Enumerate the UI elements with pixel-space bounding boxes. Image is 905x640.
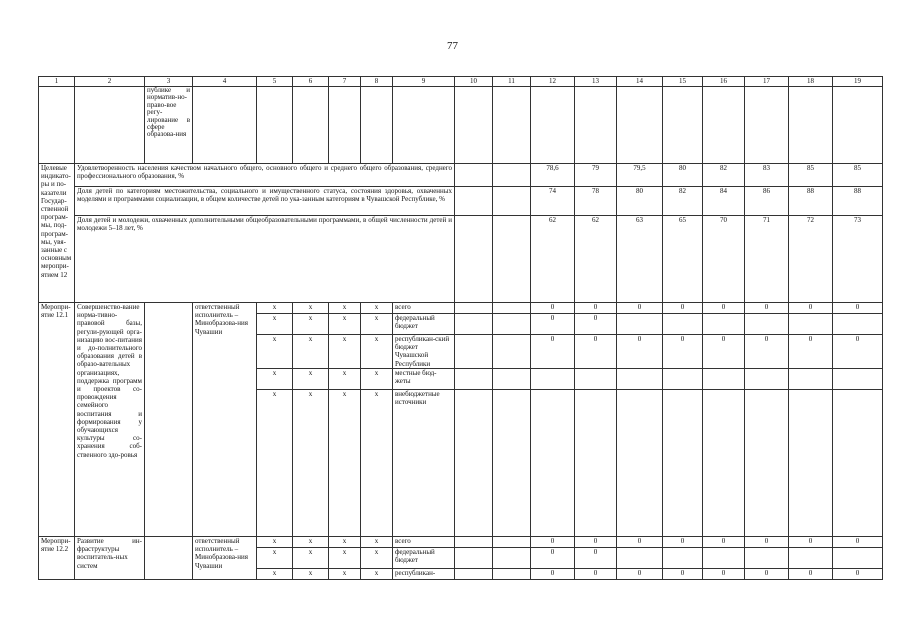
column-number: 6 [293, 77, 329, 87]
funding-value: 0 [833, 303, 883, 314]
x-mark: x [329, 369, 361, 390]
x-mark: x [293, 390, 329, 537]
funding-value: 0 [617, 335, 663, 369]
x-mark: x [293, 314, 329, 335]
program-table [38, 76, 883, 580]
indicator-value: 70 [703, 216, 745, 303]
empty-cell [39, 87, 75, 164]
empty-cell [329, 87, 361, 164]
x-mark: x [293, 548, 329, 569]
indicator-row [39, 216, 883, 303]
empty-cell [493, 569, 531, 580]
funding-value: 0 [663, 537, 703, 548]
empty-cell [455, 390, 493, 537]
funding-value: 0 [575, 303, 617, 314]
empty-cell [257, 87, 293, 164]
x-mark: x [257, 335, 293, 369]
indicator-text: Доля детей по категориям местожительства, социального и имущественного статуса, состояния здоровья, охваченных моделями и программами социализации, в общем количестве детей по ука-занным категориям в Чувашской Республике, % [75, 187, 455, 216]
indicator-value: 79 [575, 164, 617, 187]
x-mark: x [361, 369, 393, 390]
funding-source: республикан-ский бюджет Чувашской Республики [393, 335, 455, 369]
x-mark: x [257, 314, 293, 335]
funding-value [575, 390, 617, 537]
funding-value: 0 [531, 537, 575, 548]
funding-value: 0 [531, 303, 575, 314]
funding-value: 0 [531, 569, 575, 580]
x-mark: x [361, 314, 393, 335]
empty-cell [493, 335, 531, 369]
indicator-value: 85 [833, 164, 883, 187]
funding-value [663, 369, 703, 390]
funding-source: республикан- [393, 569, 455, 580]
funding-value: 0 [789, 569, 833, 580]
empty-cell [493, 303, 531, 314]
empty-cell [145, 303, 193, 537]
funding-value: 0 [745, 569, 789, 580]
x-mark: x [293, 569, 329, 580]
empty-cell [531, 87, 575, 164]
x-mark: x [361, 390, 393, 537]
column-number: 4 [193, 77, 257, 87]
event-label: Меропри-ятие 12.1 [39, 303, 75, 537]
x-mark: x [329, 303, 361, 314]
column-number: 11 [493, 77, 531, 87]
funding-value: 0 [617, 303, 663, 314]
indicator-value: 88 [833, 187, 883, 216]
funding-value: 0 [575, 569, 617, 580]
empty-cell [493, 537, 531, 548]
empty-cell [455, 87, 493, 164]
column-number: 9 [393, 77, 455, 87]
empty-cell [361, 87, 393, 164]
column-number: 1 [39, 77, 75, 87]
empty-cell [493, 87, 531, 164]
funding-value [575, 369, 617, 390]
event-name: Совершенство-вание норма-тивно-правовой базы, регули-рующей орга-низацию вос-питания и до-полнительного образования детей в образо-вательных организациях, поддержка программ и проектов со-провождения семейного воспитания и формирования у обучающихся культуры со-хранения соб-ственного здо-ровья [75, 303, 145, 537]
x-mark: x [257, 390, 293, 537]
column-number: 8 [361, 77, 393, 87]
empty-cell [455, 187, 493, 216]
funding-value [531, 390, 575, 537]
x-mark: x [293, 369, 329, 390]
funding-value: 0 [833, 537, 883, 548]
empty-cell [455, 164, 493, 187]
funding-value [833, 369, 883, 390]
funding-value [703, 548, 745, 569]
executor-text: ответственный исполнитель – Минобразова-ния Чувашии [193, 303, 257, 537]
funding-source: федеральный бюджет [393, 548, 455, 569]
funding-value [703, 369, 745, 390]
funding-value: 0 [663, 303, 703, 314]
empty-cell [493, 164, 531, 187]
column-number: 17 [745, 77, 789, 87]
executor-text: ответственный исполнитель – Минобразова-ния Чувашии [193, 537, 257, 580]
funding-value: 0 [703, 303, 745, 314]
empty-cell [703, 87, 745, 164]
x-mark: x [329, 335, 361, 369]
indicator-value: 83 [745, 164, 789, 187]
x-mark: x [293, 303, 329, 314]
x-mark: x [329, 390, 361, 537]
empty-cell [455, 369, 493, 390]
empty-cell [455, 216, 493, 303]
indicator-value: 82 [663, 187, 703, 216]
funding-value [789, 369, 833, 390]
funding-value: 0 [789, 537, 833, 548]
indicator-value: 71 [745, 216, 789, 303]
funding-value: 0 [789, 335, 833, 369]
empty-cell [493, 390, 531, 537]
indicator-value: 78,6 [531, 164, 575, 187]
indicator-value: 85 [789, 164, 833, 187]
funding-value [663, 548, 703, 569]
funding-value: 0 [789, 303, 833, 314]
x-mark: x [329, 537, 361, 548]
empty-cell [789, 87, 833, 164]
indicator-value: 74 [531, 187, 575, 216]
empty-cell [455, 548, 493, 569]
funding-row [39, 537, 883, 548]
funding-value: 0 [703, 335, 745, 369]
funding-source: федеральный бюджет [393, 314, 455, 335]
x-mark: x [257, 303, 293, 314]
funding-value [617, 390, 663, 537]
column-number: 18 [789, 77, 833, 87]
column-number: 16 [703, 77, 745, 87]
x-mark: x [257, 369, 293, 390]
indicator-value: 65 [663, 216, 703, 303]
page-number: 77 [447, 40, 458, 52]
indicator-value: 62 [531, 216, 575, 303]
indicator-value: 84 [703, 187, 745, 216]
header-row [39, 77, 883, 87]
event-label: Меропри-ятие 12.2 [39, 537, 75, 580]
column-number: 3 [145, 77, 193, 87]
funding-value [745, 548, 789, 569]
empty-cell [493, 369, 531, 390]
funding-value [833, 548, 883, 569]
funding-value [745, 369, 789, 390]
empty-cell [455, 537, 493, 548]
funding-value: 0 [575, 335, 617, 369]
indicator-value: 80 [663, 164, 703, 187]
funding-value [617, 314, 663, 335]
funding-value [833, 314, 883, 335]
indicator-value: 73 [833, 216, 883, 303]
funding-value: 0 [575, 314, 617, 335]
funding-value: 0 [745, 303, 789, 314]
funding-value: 0 [703, 537, 745, 548]
empty-cell [493, 187, 531, 216]
empty-cell [455, 569, 493, 580]
funding-value: 0 [531, 314, 575, 335]
column-number: 2 [75, 77, 145, 87]
empty-cell [575, 87, 617, 164]
empty-cell [493, 314, 531, 335]
indicator-value: 88 [789, 187, 833, 216]
funding-value [745, 314, 789, 335]
column-number: 19 [833, 77, 883, 87]
empty-cell [293, 87, 329, 164]
empty-cell [75, 87, 145, 164]
x-mark: x [361, 548, 393, 569]
funding-value [617, 369, 663, 390]
funding-value [617, 548, 663, 569]
empty-cell [745, 87, 789, 164]
funding-value [789, 314, 833, 335]
empty-cell [455, 314, 493, 335]
funding-value [703, 314, 745, 335]
funding-source: всего [393, 303, 455, 314]
funding-value [703, 390, 745, 537]
funding-value: 0 [617, 569, 663, 580]
x-mark: x [293, 537, 329, 548]
indicator-value: 79,5 [617, 164, 663, 187]
funding-value [789, 390, 833, 537]
empty-cell [493, 548, 531, 569]
funding-value: 0 [833, 335, 883, 369]
legal-regulation-text: публике и норматив-но-право-вое регу-лирование в сфере образова-ния [145, 87, 193, 164]
column-number: 5 [257, 77, 293, 87]
event-name: Развитие ин-фраструктуры воспитатель-ных систем [75, 537, 145, 580]
empty-cell [455, 335, 493, 369]
indicator-value: 82 [703, 164, 745, 187]
empty-cell [617, 87, 663, 164]
column-number: 14 [617, 77, 663, 87]
funding-source: местные бюд-жеты [393, 369, 455, 390]
empty-cell [145, 537, 193, 580]
column-number: 12 [531, 77, 575, 87]
funding-value: 0 [531, 548, 575, 569]
indicator-text: Доля детей и молодежи, охваченных дополнительными общеобразовательными программами, в общей численности детей и молодежи 5–18 лет, % [75, 216, 455, 303]
continuation-row [39, 87, 883, 164]
column-number: 13 [575, 77, 617, 87]
x-mark: x [257, 537, 293, 548]
x-mark: x [257, 569, 293, 580]
x-mark: x [361, 569, 393, 580]
funding-value [663, 390, 703, 537]
funding-value: 0 [745, 335, 789, 369]
x-mark: x [361, 303, 393, 314]
x-mark: x [293, 335, 329, 369]
targets-label: Целевые индикато-ры и по-казатели Государ-ственной програм-мы, под-програм-мы, увя-занные с основным меропри-ятием 12 [39, 164, 75, 303]
funding-source: внебюджетные источники [393, 390, 455, 537]
empty-cell [833, 87, 883, 164]
x-mark: x [361, 537, 393, 548]
empty-cell [493, 216, 531, 303]
empty-cell [193, 87, 257, 164]
x-mark: x [329, 314, 361, 335]
x-mark: x [329, 548, 361, 569]
empty-cell [393, 87, 455, 164]
funding-value: 0 [745, 537, 789, 548]
funding-value [531, 369, 575, 390]
x-mark: x [257, 548, 293, 569]
funding-value [833, 390, 883, 537]
x-mark: x [329, 569, 361, 580]
column-number: 15 [663, 77, 703, 87]
funding-value: 0 [617, 537, 663, 548]
indicator-value: 78 [575, 187, 617, 216]
x-mark: x [361, 335, 393, 369]
funding-value [745, 390, 789, 537]
funding-value: 0 [663, 569, 703, 580]
column-number: 10 [455, 77, 493, 87]
indicator-value: 86 [745, 187, 789, 216]
column-number: 7 [329, 77, 361, 87]
indicator-text: Удовлетворенность населения качеством начального общего, основного общего и среднего общего образования, среднего профессионального образования, % [75, 164, 455, 187]
indicator-value: 72 [789, 216, 833, 303]
empty-cell [663, 87, 703, 164]
indicator-row [39, 164, 883, 187]
funding-value: 0 [531, 335, 575, 369]
funding-row [39, 303, 883, 314]
indicator-value: 80 [617, 187, 663, 216]
funding-value: 0 [575, 537, 617, 548]
funding-value: 0 [703, 569, 745, 580]
funding-value: 0 [575, 548, 617, 569]
indicator-value: 63 [617, 216, 663, 303]
indicator-row [39, 187, 883, 216]
funding-source: всего [393, 537, 455, 548]
funding-value: 0 [663, 335, 703, 369]
indicator-value: 62 [575, 216, 617, 303]
funding-value: 0 [833, 569, 883, 580]
empty-cell [455, 303, 493, 314]
funding-value [789, 548, 833, 569]
funding-value [663, 314, 703, 335]
